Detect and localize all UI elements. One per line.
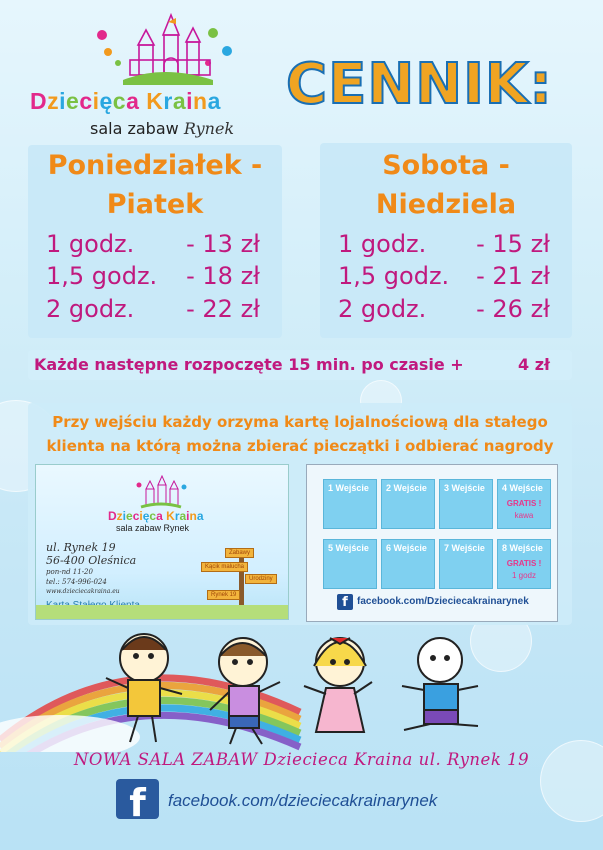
card-logo-letter: a <box>179 509 187 523</box>
sign-label: Urodziny <box>245 574 277 584</box>
stamp-box <box>439 539 493 589</box>
sign-label: Zabawy <box>225 548 254 558</box>
card-logo-letter: c <box>132 509 140 523</box>
logo-letter: c <box>112 88 127 114</box>
card-logo-letter: e <box>126 509 133 523</box>
card-logo-letter: a <box>196 509 204 523</box>
card-logo-letter: ę <box>142 509 150 523</box>
price-hours: 1,5 godz. <box>46 262 158 290</box>
logo-sub-script: Rynek <box>183 119 235 138</box>
stamp-label: 5 Wejście <box>328 543 369 553</box>
stamp-label: 2 Wejście <box>386 483 427 493</box>
logo-letter: c <box>79 88 93 114</box>
stamp-box <box>323 539 377 589</box>
grass <box>36 605 288 619</box>
card-logo-letter: a <box>156 509 163 523</box>
card-facebook-link[interactable] <box>337 593 552 613</box>
stamp-label: 7 Wejście <box>444 543 485 553</box>
extra-time-text: Każde następne rozpoczęte 15 min. po czasie + <box>34 355 464 374</box>
logo-letter: z <box>47 88 60 114</box>
stamp-label: 4 Wejście <box>502 483 543 493</box>
card-logo <box>108 509 204 523</box>
stamp-label: 6 Wejście <box>386 543 427 553</box>
card-address-line: ul. Rynek 19 <box>46 541 116 554</box>
card-logo-letter: K <box>166 509 175 523</box>
kid-figure <box>304 638 372 732</box>
stamp-gratis: GRATIS ! <box>506 559 542 568</box>
footer-address: NOWA SALA ZABAW Dziecieca Kraina ul. Rynek 19 <box>73 750 530 769</box>
price-row <box>46 230 272 264</box>
facebook-icon: f <box>337 594 353 610</box>
card-subtitle: sala zabaw Rynek <box>116 523 190 533</box>
logo-letter: i <box>186 88 194 114</box>
stamp-box <box>381 539 435 589</box>
logo-letter: a <box>207 88 221 114</box>
weekend-price-panel <box>320 143 572 338</box>
logo-title <box>30 88 221 115</box>
price-value: - 13 zł <box>186 230 260 258</box>
facebook-icon[interactable]: f <box>116 779 159 819</box>
card-address-line: www.dzieciecakraina.eu <box>46 588 120 595</box>
castle-icon <box>18 10 268 95</box>
logo-sub-main: sala zabaw <box>90 119 179 138</box>
logo-letter: n <box>193 88 208 114</box>
weekday-title-1: Poniedziałek - <box>47 150 263 181</box>
stamp-label: 8 Wejście <box>502 543 543 553</box>
logo <box>18 10 268 140</box>
card-logo-letter: z <box>116 509 123 523</box>
stamp-prize: kawa <box>514 511 534 520</box>
card-address <box>46 541 136 596</box>
loyalty-card-front <box>35 464 289 620</box>
extra-time-note <box>28 350 572 380</box>
price-hours: 1 godz. <box>338 230 427 258</box>
price-row <box>338 230 562 264</box>
logo-letter: a <box>172 88 187 114</box>
price-value: - 22 zł <box>186 295 260 323</box>
facebook-url: facebook.com/Dzieciecakrainarynek <box>357 596 529 607</box>
loyalty-card-back <box>306 464 558 622</box>
price-value: - 21 zł <box>476 262 550 290</box>
price-hours: 2 godz. <box>338 295 427 323</box>
logo-letter <box>139 88 146 115</box>
card-logo-letter: D <box>108 509 117 523</box>
logo-letter: K <box>146 88 164 114</box>
price-value: - 18 zł <box>186 262 260 290</box>
stamp-gratis: GRATIS ! <box>506 499 542 508</box>
price-value: - 15 zł <box>476 230 550 258</box>
stamp-label: 1 Wejście <box>328 483 369 493</box>
sign-label: Rynek 19 <box>207 590 240 600</box>
weekend-title-1: Sobota - <box>382 150 510 181</box>
card-logo-letter: r <box>174 509 180 523</box>
card-logo-letter: c <box>149 509 157 523</box>
logo-letter: e <box>66 88 80 114</box>
weekday-title-2: Piatek <box>106 189 204 220</box>
logo-letter: i <box>92 88 100 114</box>
stamp-prize: 1 godz <box>511 571 537 580</box>
stamp-box <box>323 479 377 529</box>
kids-illustration <box>0 622 603 752</box>
castle-icon <box>131 475 191 511</box>
logo-letter: D <box>30 88 48 114</box>
price-value: - 26 zł <box>476 295 550 323</box>
card-logo-letter: i <box>122 509 127 523</box>
weekend-title-2: Niedziela <box>375 189 517 220</box>
stamp-box <box>497 539 551 589</box>
card-address-line: pon-nd 11-20 <box>46 568 93 576</box>
loyalty-text <box>28 410 572 458</box>
page-title: CENNIK: <box>286 52 553 117</box>
price-hours: 2 godz. <box>46 295 135 323</box>
price-row <box>46 295 272 329</box>
logo-letter: r <box>163 88 173 114</box>
loyalty-line-2: klienta na którą można zbierać pieczątki i odbierać nagrody <box>46 437 554 455</box>
price-hours: 1,5 godz. <box>338 262 450 290</box>
kid-figure <box>402 638 478 730</box>
price-row <box>338 295 562 329</box>
card-logo-letter: i <box>139 509 143 523</box>
logo-letter: a <box>126 88 140 114</box>
card-logo-letter: i <box>186 509 190 523</box>
price-hours: 1 godz. <box>46 230 135 258</box>
weekday-price-panel <box>28 145 282 338</box>
sign-label: Kącik malucha <box>201 562 248 572</box>
stamp-box <box>381 479 435 529</box>
stamp-label: 3 Wejście <box>444 483 485 493</box>
logo-letter: ę <box>99 88 113 114</box>
stamp-box <box>439 479 493 529</box>
loyalty-line-1: Przy wejściu każdy orzyma kartę lojalnościową dla stałego <box>52 413 548 431</box>
price-row <box>338 262 562 296</box>
price-row <box>46 262 272 296</box>
logo-letter: i <box>59 88 67 114</box>
card-logo-letter: n <box>189 509 197 523</box>
stamp-box <box>497 479 551 529</box>
facebook-link[interactable]: facebook.com/dzieciecakrainarynek <box>168 791 438 810</box>
extra-time-amount: 4 zł <box>518 355 550 374</box>
logo-subtitle <box>90 119 234 138</box>
card-address-line: 56-400 Oleśnica <box>46 554 137 567</box>
card-address-line: tel.: 574-996-024 <box>46 578 107 586</box>
